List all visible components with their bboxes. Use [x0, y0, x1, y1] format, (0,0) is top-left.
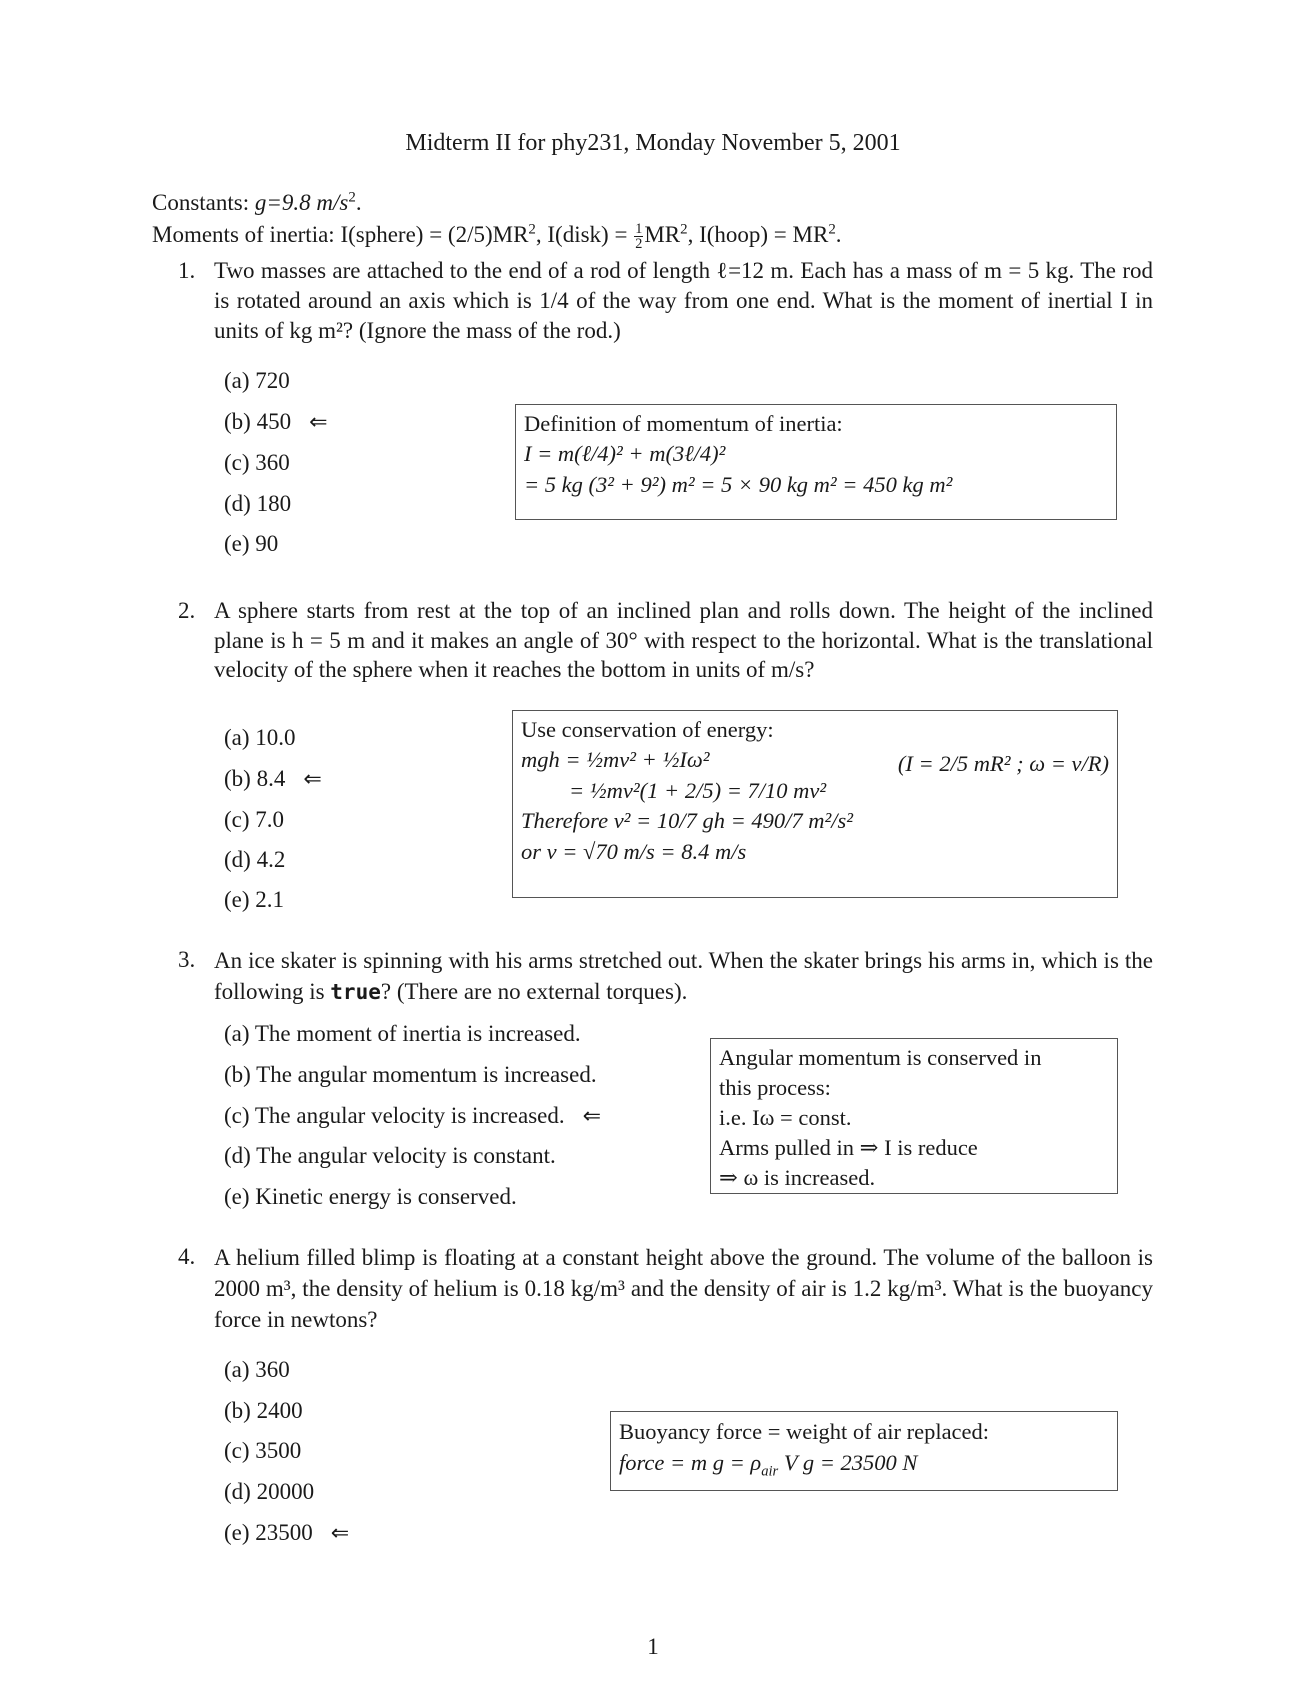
solution-line: Therefore v² = 10/7 gh = 490/7 m²/s²	[521, 808, 854, 834]
question-text: A sphere starts from rest at the top of an inclined plan and rolls down. The height of the inclined plane is h = 5 m and it makes an angle of 30° with respect to the horizontal. What is the translational velocity of the sphere when it reaches the bottom in units of m/s?	[214, 598, 1153, 682]
choice-item: (b) 450 ⇐	[224, 409, 328, 435]
solution-line: Buoyancy force = weight of air replaced:	[619, 1419, 990, 1444]
question-number: 3.	[178, 947, 196, 972]
solution-box	[512, 710, 1118, 898]
solution-line: i.e. Iω = const.	[719, 1105, 852, 1130]
choice-item: (b) 2400	[224, 1398, 303, 1423]
question-text: Two masses are attached to the end of a rod of length ℓ=12 m. Each has a mass of m = 5 kg. The rod is rotated around an axis which is 1/4 of the way from one end. What is the moment of inertial I in units of kg m²? (Ignore the mass of the rod.)	[214, 258, 1153, 343]
choice-item: (e) 2.1	[224, 887, 285, 912]
emphasis-true: true	[330, 980, 381, 1004]
solution-line: this process:	[719, 1075, 831, 1100]
choice-item: (a) 720	[224, 368, 290, 393]
solution-line: Arms pulled in ⇒ I is reduce	[719, 1135, 978, 1160]
moment-hoop: I(hoop) = MR	[699, 222, 829, 247]
choice-item: (d) The angular velocity is constant.	[224, 1143, 556, 1168]
question-number: 1.	[178, 258, 196, 283]
solution-line: = ½mv²(1 + 2/5) = 7/10 mv²	[569, 777, 827, 803]
choice-item: (b) 8.4 ⇐	[224, 766, 322, 792]
solution-line: Angular momentum is conserved in	[719, 1045, 1042, 1070]
constants-g: g=9.8 m/s	[254, 190, 349, 215]
solution-line: or v = √70 m/s = 8.4 m/s	[521, 838, 747, 864]
moments-label: Moments of inertia:	[152, 222, 335, 247]
question-number: 2.	[178, 598, 196, 623]
solution-line: I = m(ℓ/4)² + m(3ℓ/4)²	[524, 441, 726, 467]
solution-line: = 5 kg (3² + 9²) m² = 5 × 90 kg m² = 450 kg m²	[524, 471, 953, 497]
answer-arrow-icon: ⇐	[309, 410, 328, 435]
choice-item: (c) 3500	[224, 1438, 302, 1463]
solution-line: Use conservation of energy:	[521, 717, 774, 742]
choice-item: (d) 4.2	[224, 847, 286, 872]
answer-arrow-icon: ⇐	[303, 767, 322, 792]
choice-item: (c) The angular velocity is increased. ⇐	[224, 1103, 602, 1129]
solution-box	[515, 404, 1117, 520]
question-text: A helium filled blimp is floating at a constant height above the ground. The volume of the balloon is 2000 m³, the density of helium is 0.18 kg/m³ and the density of air is 1.2 kg/m³. What is the buoyancy force in newtons?	[214, 1245, 1153, 1332]
solution-note: (I = 2/5 mR² ; ω = v/R)	[897, 751, 1109, 776]
choice-item: (b) The angular momentum is increased.	[224, 1062, 597, 1087]
question-number: 4.	[178, 1244, 196, 1269]
choice-item: (a) 360	[224, 1357, 290, 1382]
constants-line: Constants: g=9.8 $m/s^2$.	[152, 189, 362, 215]
constants-label: Constants:	[152, 190, 250, 215]
solution-line: ⇒ ω is increased.	[719, 1165, 876, 1190]
choice-item: (d) 180	[224, 491, 292, 516]
page-number: 1	[647, 1634, 659, 1659]
choice-item: (e) 90	[224, 531, 279, 556]
solution-box	[710, 1038, 1118, 1194]
choice-item: (d) 20000	[224, 1479, 315, 1504]
choice-item: (c) 7.0	[224, 807, 285, 832]
solution-line: force = m $g = \rho_{air}$ V g = 23500 N	[619, 1450, 918, 1480]
choice-item: (a) The moment of inertia is increased.	[224, 1021, 581, 1046]
solution-line: Definition of momentum of inertia:	[524, 411, 843, 436]
choice-item: (a) 10.0	[224, 725, 296, 750]
solution-box	[610, 1411, 1118, 1491]
page-title: Midterm II for phy231, Monday November 5, 2001	[405, 130, 901, 156]
answer-arrow-icon: ⇐	[330, 1521, 350, 1546]
moment-sphere: I(sphere) = (2/5)MR	[340, 222, 529, 247]
disk-fraction: $\frac{1}{2}$	[635, 220, 643, 253]
moments-line: Moments of inertia: I(sphere) = $(2/5)MR^2$, I(disk) = $\frac{1}{2}$ $MR^2$, I(hoop) = $MR^2$.	[152, 220, 842, 253]
choice-item: (e) Kinetic energy is conserved.	[224, 1184, 517, 1209]
question-text: An ice skater is spinning with his arms stretched out. When the skater brings his arms in, which is the following is true? (There are no external torques).	[214, 948, 1153, 1004]
moment-disk: I(disk) =	[547, 222, 634, 247]
choice-item: (c) 360	[224, 450, 290, 475]
answer-arrow-icon: ⇐	[582, 1104, 602, 1129]
solution-line: mgh = ½mv² + ½Iω²	[521, 747, 710, 773]
choice-item: (e) 23500 ⇐	[224, 1520, 350, 1546]
